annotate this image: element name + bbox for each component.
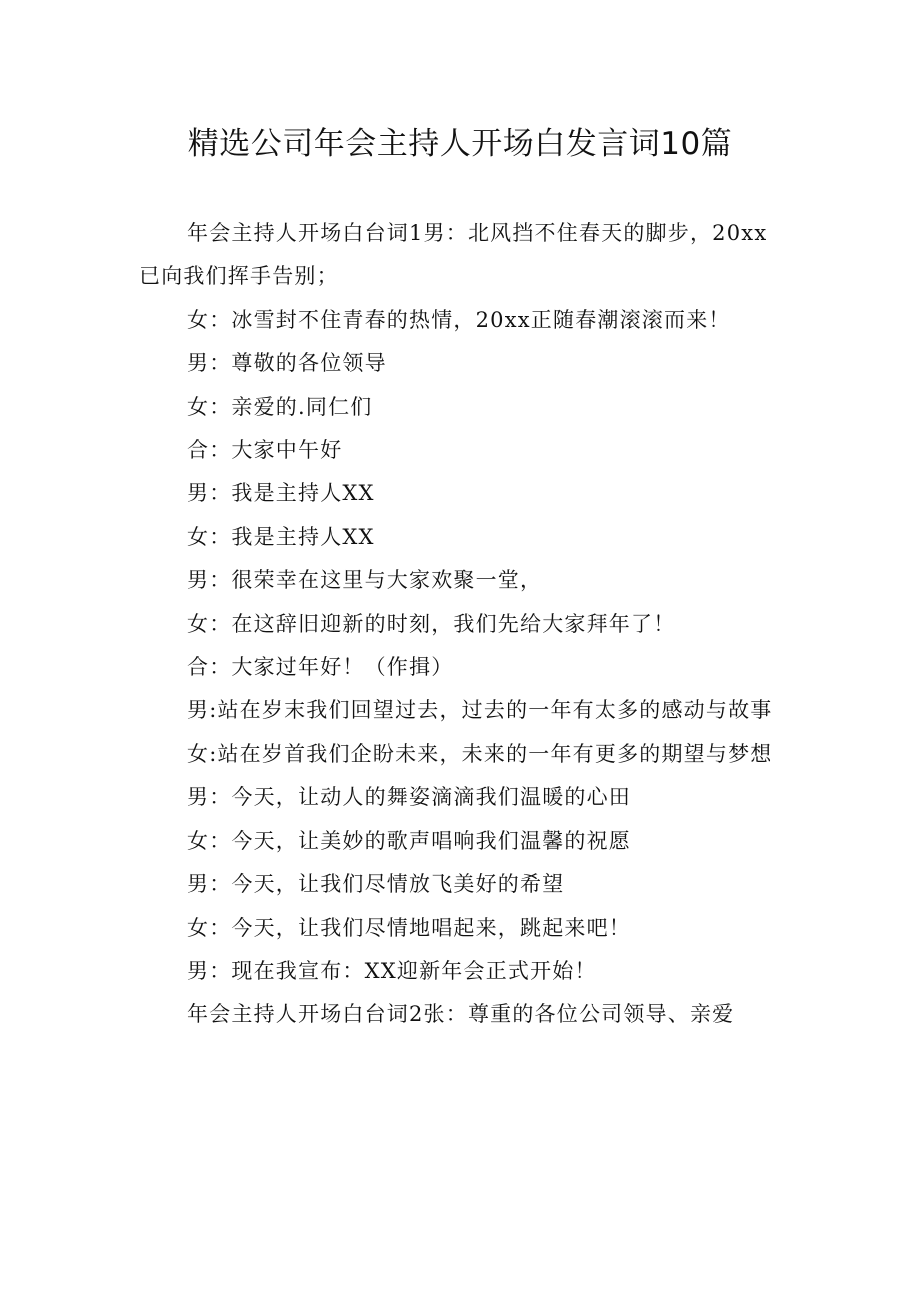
- paragraph: 男：今天，让动人的舞姿滴滴我们温暖的心田: [187, 785, 631, 810]
- paragraph: 年会主持人开场白台词1男：北风挡不住春天的脚步，20xx已向我们挥手告别；: [139, 221, 768, 289]
- paragraph: 合：大家中午好: [187, 438, 343, 463]
- paragraph: 女：在这辞旧迎新的时刻，我们先给大家拜年了！: [187, 611, 676, 636]
- paragraph: 年会主持人开场白台词2张：尊重的各位公司领导、亲爱: [187, 1002, 735, 1027]
- paragraph: 男：今天，让我们尽情放飞美好的希望: [187, 872, 565, 897]
- paragraph: 女：今天，让美妙的歌声唱响我们温馨的祝愿: [187, 828, 631, 853]
- paragraph: 男：现在我宣布：XX迎新年会正式开始！: [187, 958, 597, 983]
- paragraph: 女：我是主持人XX: [187, 524, 375, 549]
- paragraph: 男：我是主持人XX: [187, 481, 375, 506]
- document-body: [139, 212, 789, 1037]
- paragraph: 女：亲爱的.同仁们: [187, 394, 373, 419]
- paragraph: 女：冰雪封不住青春的热情，20xx正随春潮滚滚而来！: [187, 307, 731, 332]
- paragraph: 女:站在岁首我们企盼未来，未来的一年有更多的期望与梦想: [187, 741, 773, 766]
- document-title: 精选公司年会主持人开场白发言词10篇: [187, 126, 733, 162]
- paragraph: 女：今天，让我们尽情地唱起来，跳起来吧！: [187, 915, 631, 940]
- paragraph: 男:站在岁末我们回望过去，过去的一年有太多的感动与故事: [187, 698, 773, 723]
- paragraph: 男：尊敬的各位领导: [187, 351, 387, 376]
- paragraph: 合：大家过年好！（作揖）: [187, 655, 454, 680]
- paragraph: 男：很荣幸在这里与大家欢聚一堂，: [187, 568, 543, 593]
